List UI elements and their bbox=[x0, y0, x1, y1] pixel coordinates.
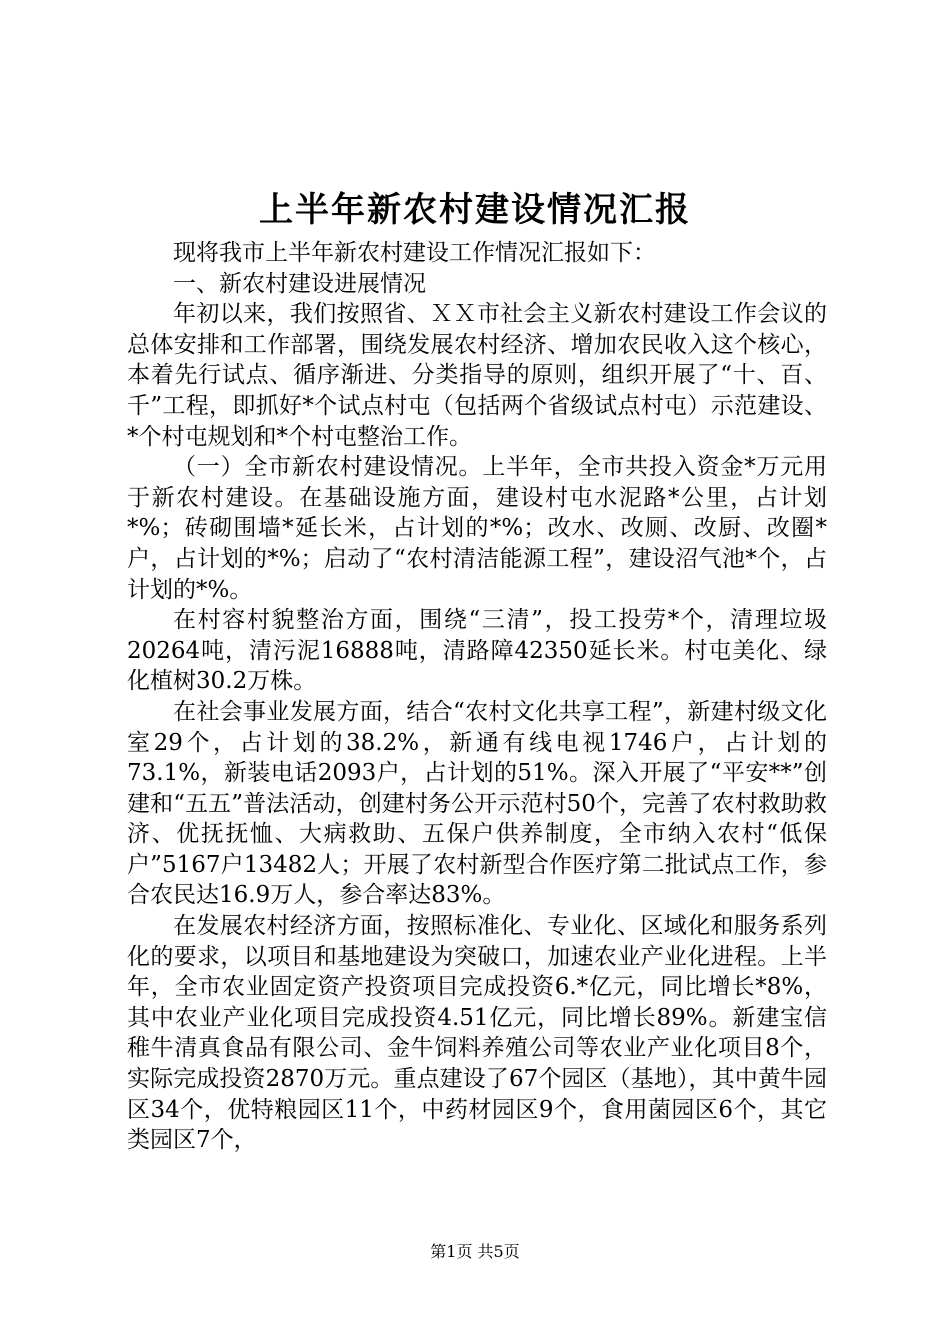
page-footer: 第1页 共5页 bbox=[430, 1242, 520, 1261]
document-body bbox=[127, 238, 827, 1156]
paragraph: （一）全市新农村建设情况。上半年，全市共投入资金*万元用于新农村建设。在基础设施方面，建设村屯水泥路*公里，占计划*%；砖砌围墙*延长米，占计划的*%；改水、改厕、改厨、改圈*户，占计划的*%；启动了“农村清洁能源工程”，建设沼气池*个，占计划的*%。 bbox=[127, 454, 827, 603]
section-heading: 一、新农村建设进展情况 bbox=[173, 270, 426, 297]
paragraph: 年初以来，我们按照省、ＸＸ市社会主义新农村建设工作会议的总体安排和工作部署，围绕发展农村经济、增加农民收入这个核心，本着先行试点、循序渐进、分类指导的原则，组织开展了“十、百、千”工程，即抓好*个试点村屯（包括两个省级试点村屯）示范建设、*个村屯规划和*个村屯整治工作。 bbox=[127, 301, 827, 450]
paragraph: 在村容村貌整治方面，围绕“三清”，投工投劳*个，清理垃圾20264吨，清污泥16888吨，清路障42350延长米。村屯美化、绿化植树30.2万株。 bbox=[127, 607, 827, 695]
paragraph: 在发展农村经济方面，按照标准化、专业化、区域化和服务系列化的要求，以项目和基地建设为突破口，加速农业产业化进程。上半年，全市农业固定资产投资项目完成投资6.*亿元，同比增长*8%，其中农业产业化项目完成投资4.51亿元，同比增长89%。新建宝信稚牛清真食品有限公司、金牛饲料养殖公司等农业产业化项目8个，实际完成投资2870万元。重点建设了67个园区（基地），其中黄牛园区34个，优特粮园区11个，中药材园区9个，食用菌园区6个，其它类园区7个， bbox=[127, 913, 827, 1154]
paragraph-intro: 现将我市上半年新农村建设工作情况汇报如下： bbox=[173, 240, 656, 266]
paragraph: 在社会事业发展方面，结合“农村文化共享工程”，新建村级文化室29个，占计划的38.2%，新通有线电视1746户，占计划的73.1%，新装电话2093户，占计划的51%。深入开展了“平安**”创建和“五五”普法活动，创建村务公开示范村50个，完善了农村救助救济、优抚抚恤、大病救助、五保户供养制度，全市纳入农村“低保户”5167户13482人；开展了农村新型合作医疗第二批试点工作，参合农民达16.9万人，参合率达83%。 bbox=[127, 698, 827, 909]
document-title: 上半年新农村建设情况汇报 bbox=[259, 190, 691, 230]
